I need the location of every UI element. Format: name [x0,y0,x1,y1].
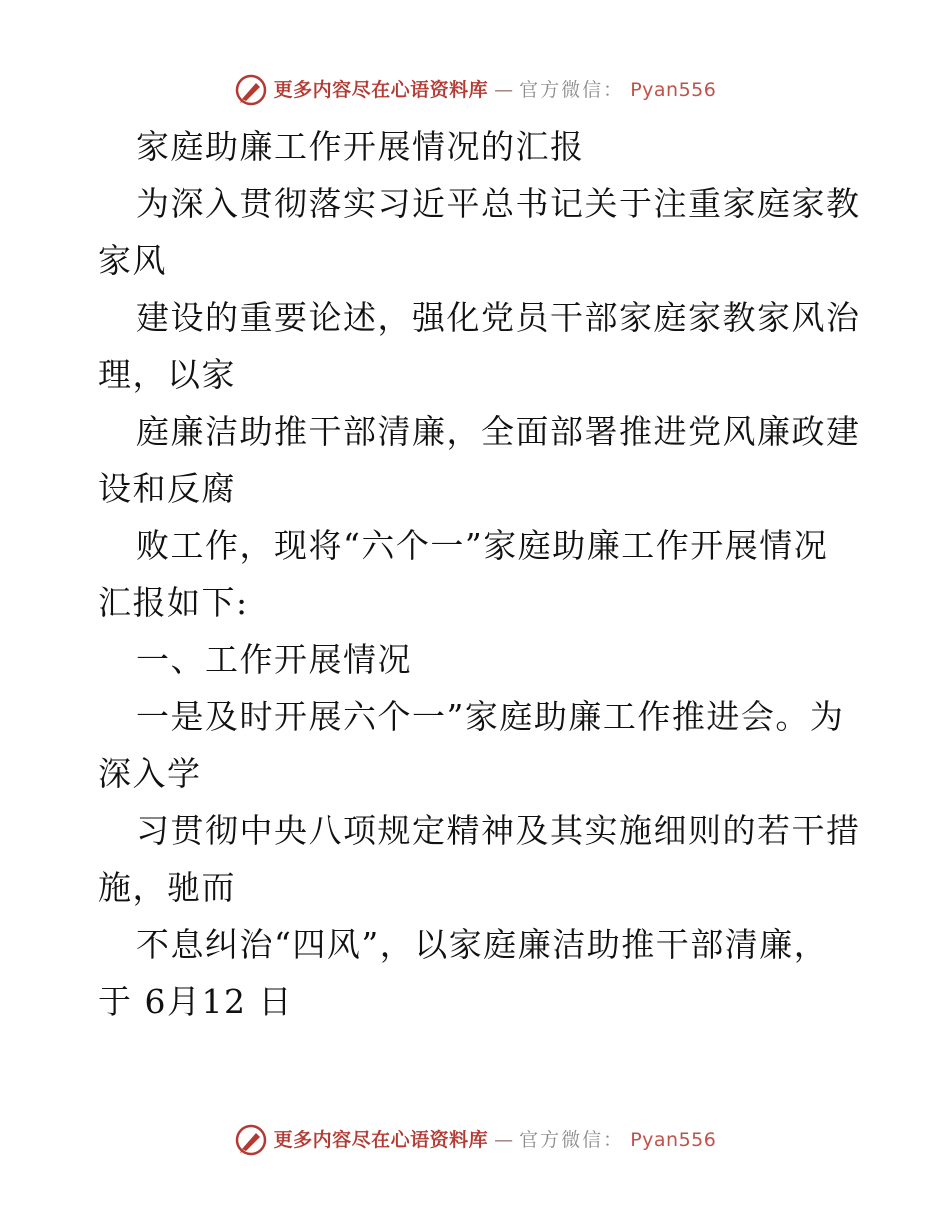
doc-line: 不息纠治“四风”，以家庭廉洁助推干部清廉， [136,925,829,964]
watermark-dash: — [494,78,514,101]
pen-logo-icon [234,1123,268,1157]
doc-line: 家风 [98,241,167,280]
watermark-wechat-id: Pyan556 [630,78,717,101]
watermark-main-text: 更多内容尽在心语资料库 [273,1128,489,1151]
doc-line: 庭廉洁助推干部清廉，全面部署推进党风廉政建 [136,412,861,451]
pen-logo-icon [234,73,268,107]
watermark-sub-text: 官方微信： [519,78,625,101]
watermark-sub-text: 官方微信： [519,1128,625,1151]
doc-line: 习贯彻中央八项规定精神及其实施细则的若干措 [136,811,861,850]
header-watermark [0,70,950,110]
doc-line: 汇报如下: [98,583,249,622]
doc-line: 理，以家 [98,355,236,394]
doc-line: 深入学 [98,754,202,793]
doc-line: 一是及时开展六个一”家庭助廉工作推进会。为 [136,697,845,736]
doc-line: 一、工作开展情况 [136,640,412,679]
doc-line: 败工作，现将“六个一”家庭助廉工作开展情况 [136,526,829,565]
document-body [98,118,861,1030]
footer-watermark [0,1120,950,1160]
watermark-main-text: 更多内容尽在心语资料库 [273,78,489,101]
doc-line: 设和反腐 [98,469,236,508]
watermark-wechat-id: Pyan556 [630,1128,717,1151]
doc-line: 于 6月12 日 [98,982,293,1021]
watermark-dash: — [494,1128,514,1151]
doc-line: 家庭助廉工作开展情况的汇报 [136,127,585,166]
doc-line: 建设的重要论述，强化党员干部家庭家教家风治 [136,298,861,337]
doc-line: 施，驰而 [98,868,236,907]
doc-line: 为深入贯彻落实习近平总书记关于注重家庭家教 [136,184,861,223]
